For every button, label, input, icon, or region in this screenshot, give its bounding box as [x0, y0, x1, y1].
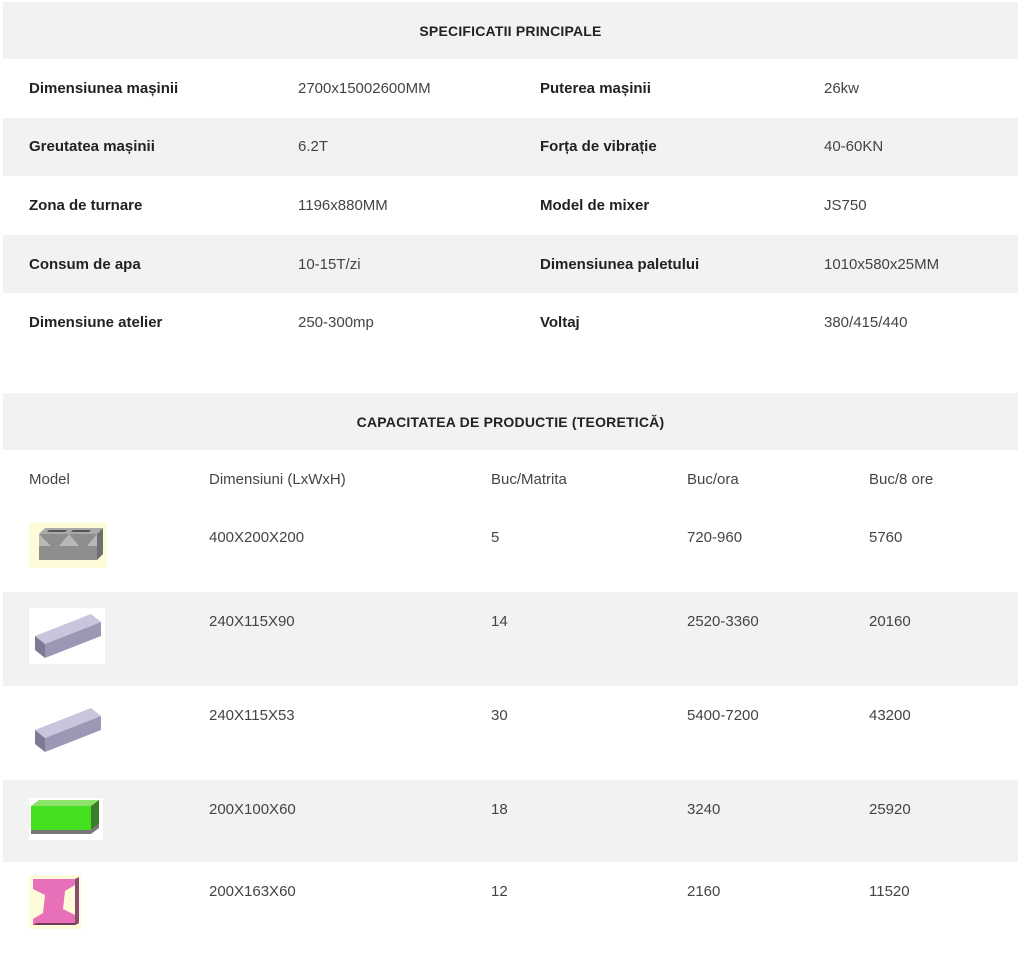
capacity-row: [3, 508, 1018, 592]
spec-value: 250-300mp: [298, 314, 374, 332]
per-8h-value: 5760: [869, 529, 903, 546]
per-hour-value: 720-960: [687, 529, 743, 546]
spec-row: [3, 118, 1018, 177]
spec-value: 26kw: [824, 79, 860, 97]
model-cell: [3, 862, 183, 929]
column-header: Dimensiuni (LxWxH): [209, 470, 346, 488]
per-mold-value: 14: [491, 613, 508, 630]
model-cell: [3, 592, 183, 664]
spec-row: [3, 176, 1018, 235]
dimension-value: 400X200X200: [209, 529, 305, 546]
pink-i-paver-icon: [29, 875, 81, 929]
per-mold-value: 30: [491, 707, 508, 724]
spec-value: 6.2T: [298, 138, 329, 156]
spec-label: Dimensiunea mașinii: [29, 79, 179, 97]
per-mold-value: 18: [491, 801, 508, 818]
dimension-value: 240X115X53: [209, 707, 295, 724]
column-header: Buc/ora: [687, 470, 739, 488]
spec-label: Dimensiunea paletului: [540, 255, 700, 273]
spec-label: Greutatea mașinii: [29, 138, 155, 156]
spec-row: [3, 293, 1018, 352]
per-mold-value: 5: [491, 529, 500, 546]
model-cell: [3, 780, 183, 840]
specifications-table: [3, 2, 1018, 352]
per-8h-value: 25920: [869, 801, 911, 818]
per-mold-value: 12: [491, 883, 508, 900]
green-paver-icon: [29, 798, 103, 840]
spec-row: [3, 235, 1018, 294]
per-hour-value: 2520-3360: [687, 613, 759, 630]
spec-label: Zona de turnare: [29, 196, 143, 214]
dimension-value: 200X163X60: [209, 883, 296, 900]
spec-label: Model de mixer: [540, 196, 650, 214]
spec-label: Forța de vibrație: [540, 138, 657, 156]
dimension-value: 200X100X60: [209, 801, 296, 818]
column-header: Buc/8 ore: [869, 470, 934, 488]
spec-value: JS750: [824, 196, 867, 214]
specifications-title: SPECIFICATII PRINCIPALE: [3, 2, 1018, 59]
per-hour-value: 5400-7200: [687, 707, 759, 724]
capacity-row: [3, 780, 1018, 862]
spec-value: 380/415/440: [824, 314, 908, 332]
spec-value: 40-60KN: [824, 138, 884, 156]
model-cell: [3, 686, 183, 758]
per-8h-value: 43200: [869, 707, 911, 724]
capacity-header-row: [3, 450, 1018, 508]
capacity-row: [3, 592, 1018, 686]
solid-brick-icon: [29, 702, 105, 758]
hollow-block-icon: [29, 522, 107, 568]
spec-label: Consum de apa: [29, 255, 141, 273]
spec-label: Dimensiune atelier: [29, 314, 163, 332]
specifications-body: [3, 59, 1018, 352]
capacity-row: [3, 686, 1018, 780]
per-8h-value: 11520: [869, 883, 910, 900]
solid-brick-icon: [29, 608, 105, 664]
spec-value: 2700x15002600MM: [298, 79, 431, 97]
column-header: Buc/Matrita: [491, 470, 567, 488]
dimension-value: 240X115X90: [209, 613, 295, 630]
capacity-row: [3, 862, 1018, 944]
model-cell: [3, 508, 183, 568]
spec-label: Voltaj: [540, 314, 580, 332]
capacity-title: CAPACITATEA DE PRODUCTIE (TEORETICĂ): [3, 393, 1018, 450]
capacity-table: [3, 393, 1018, 944]
per-hour-value: 3240: [687, 801, 721, 818]
spec-label: Puterea mașinii: [540, 79, 651, 97]
per-hour-value: 2160: [687, 883, 721, 900]
spec-value: 1010x580x25MM: [824, 255, 940, 273]
column-header: Model: [29, 470, 70, 488]
capacity-body: [3, 508, 1018, 944]
per-8h-value: 20160: [869, 613, 911, 630]
spec-value: 1196x880MM: [298, 196, 388, 214]
spec-row: [3, 59, 1018, 118]
spec-value: 10-15T/zi: [298, 255, 361, 273]
